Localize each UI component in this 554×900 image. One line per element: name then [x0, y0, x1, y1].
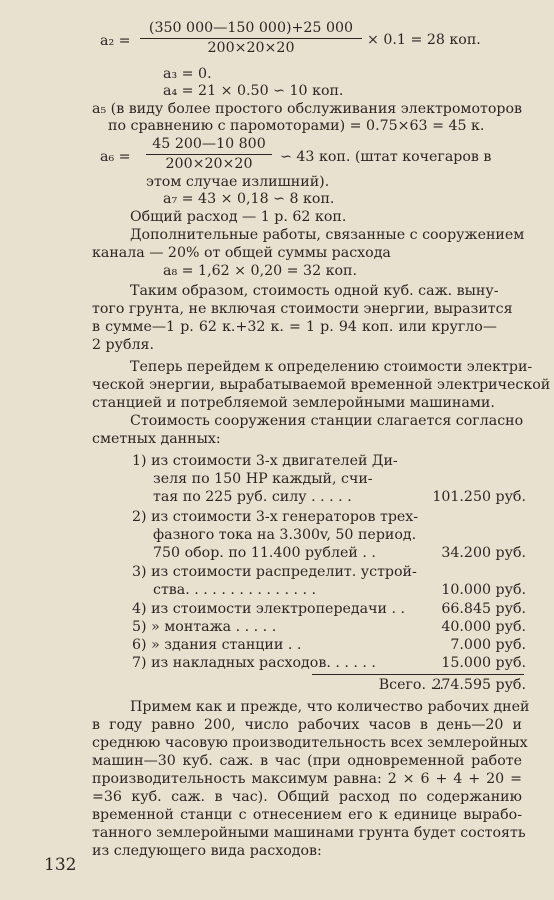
cost-item-7-amount: 15.000 руб. [441, 655, 526, 671]
paragraph2-line1: Теперь перейдем к определению стоимости электри- [130, 359, 533, 375]
paragraph4-line7: временной станци с отнесением его к единице вырабо- [92, 807, 522, 823]
cost-item-1-amount: 101.250 руб. [432, 489, 526, 505]
total-expense: Общий расход — 1 р. 62 коп. [130, 209, 347, 225]
formula-a6-fraction-bar [146, 154, 272, 155]
cost-item-7-line1: 7) из накладных расходов. . . . . . [132, 655, 376, 671]
cost-item-4-amount: 66.845 руб. [441, 601, 526, 617]
paragraph2-line3: станцией и потребляемой землеройными машинами. [92, 395, 495, 411]
page-number: 132 [44, 855, 77, 875]
extra-works-line1: Дополнительные работы, связанные с сооружением [130, 227, 525, 243]
paragraph1-line3: в сумме—1 р. 62 к.+32 к. = 1 р. 94 коп. или кругло— [92, 319, 497, 335]
paragraph1-line1: Таким образом, стоимость одной куб. саж. выну- [130, 283, 499, 299]
paragraph4-line2: в году равно 200, число рабочих часов в день—20 и [92, 717, 522, 733]
formula-a8: a₈ = 1,62 × 0,20 = 32 коп. [163, 263, 357, 279]
paragraph3-line2: сметных данных: [92, 431, 221, 447]
cost-item-1-line1: 1) из стоимости 3-х двигателей Ди- [132, 453, 398, 469]
formula-a6-denominator: 200×20×20 [165, 156, 253, 172]
formula-a3: a₃ = 0. [163, 66, 212, 82]
paragraph4-line8: танного землеройными машинами грунта будет состоять [92, 825, 526, 841]
cost-item-5-amount: 40.000 руб. [441, 619, 526, 635]
sum-amount: 274.595 руб. [432, 677, 526, 693]
extra-works-line2: канала — 20% от общей суммы расхода [92, 245, 391, 261]
formula-a2-denominator: 200×20×20 [207, 40, 295, 56]
paragraph1-line2: того грунта, не включая стоимости энергии, выразится [92, 301, 513, 317]
formula-a2-result: × 0.1 = 28 коп. [367, 32, 481, 48]
cost-item-6-amount: 7.000 руб. [450, 637, 526, 653]
paragraph2-line2: ческой энергии, вырабатываемой временной электрической [92, 377, 551, 393]
formula-a5-line2: по сравнению с паромоторами) = 0.75×63 = 45 к. [108, 118, 485, 134]
paragraph1-line4: 2 рубля. [92, 337, 154, 353]
paragraph4-line6: =36 куб. саж. в час). Общий расход по содержанию [92, 789, 522, 805]
formula-a6-label: a₆ = [100, 149, 131, 165]
formula-a2-fraction-bar [140, 38, 362, 39]
paragraph4-line9: из следующего вида расходов: [92, 843, 322, 859]
formula-a4: a₄ = 21 × 0.50 ∽ 10 коп. [163, 83, 344, 99]
formula-a2-numerator: (350 000—150 000)+25 000 [148, 20, 354, 36]
formula-a6-numerator: 45 200—10 800 [152, 136, 266, 152]
sum-label: Всего. . . [378, 677, 444, 693]
paragraph3-line1: Стоимость сооружения станции слагается согласно [130, 413, 524, 429]
cost-item-2-line2: фазного тока на 3.300v, 50 период. [153, 527, 417, 543]
formula-a7: a₇ = 43 × 0,18 ∽ 8 коп. [163, 191, 335, 207]
sum-rule [312, 674, 524, 675]
cost-item-2-amount: 34.200 руб. [441, 545, 526, 561]
cost-item-3-line1: 3) из стоимости распределит. устрой- [132, 564, 417, 580]
paragraph4-line4: машин—30 куб. саж. в час (при одновременной работе [92, 753, 522, 769]
formula-a2-label: a₂ = [100, 33, 131, 49]
formula-a6-result: ∽ 43 коп. (штат кочегаров в [280, 149, 492, 165]
cost-item-1-line2: зеля по 150 HP каждый, счи- [153, 471, 373, 487]
cost-item-4-line1: 4) из стоимости электропередачи . . [132, 601, 405, 617]
cost-item-6-line1: 6) » здания станции . . [132, 637, 302, 653]
formula-a5-line1: a₅ (в виду более простого обслуживания электромоторов [92, 101, 523, 117]
formula-a6-line2: этом случае излишний). [146, 174, 330, 190]
paragraph4-line3: среднюю часовую производительность всех землеройных [92, 735, 528, 751]
cost-item-3-amount: 10.000 руб. [441, 582, 526, 598]
cost-item-3-line2: ства. . . . . . . . . . . . . . . [153, 582, 317, 598]
cost-item-1-line3: тая по 225 руб. силу . . . . . [153, 489, 352, 505]
paragraph4-line5: производительность максимум равна: 2 × 6 + 4 + 20 = [92, 771, 522, 787]
paragraph4-line1: Примем как и прежде, что количество рабочих дней [130, 699, 530, 715]
cost-item-2-line3: 750 обор. по 11.400 рублей . . [153, 545, 376, 561]
cost-item-2-line1: 2) из стоимости 3-х генераторов трех- [132, 509, 419, 525]
cost-item-5-line1: 5) » монтажа . . . . . [132, 619, 277, 635]
